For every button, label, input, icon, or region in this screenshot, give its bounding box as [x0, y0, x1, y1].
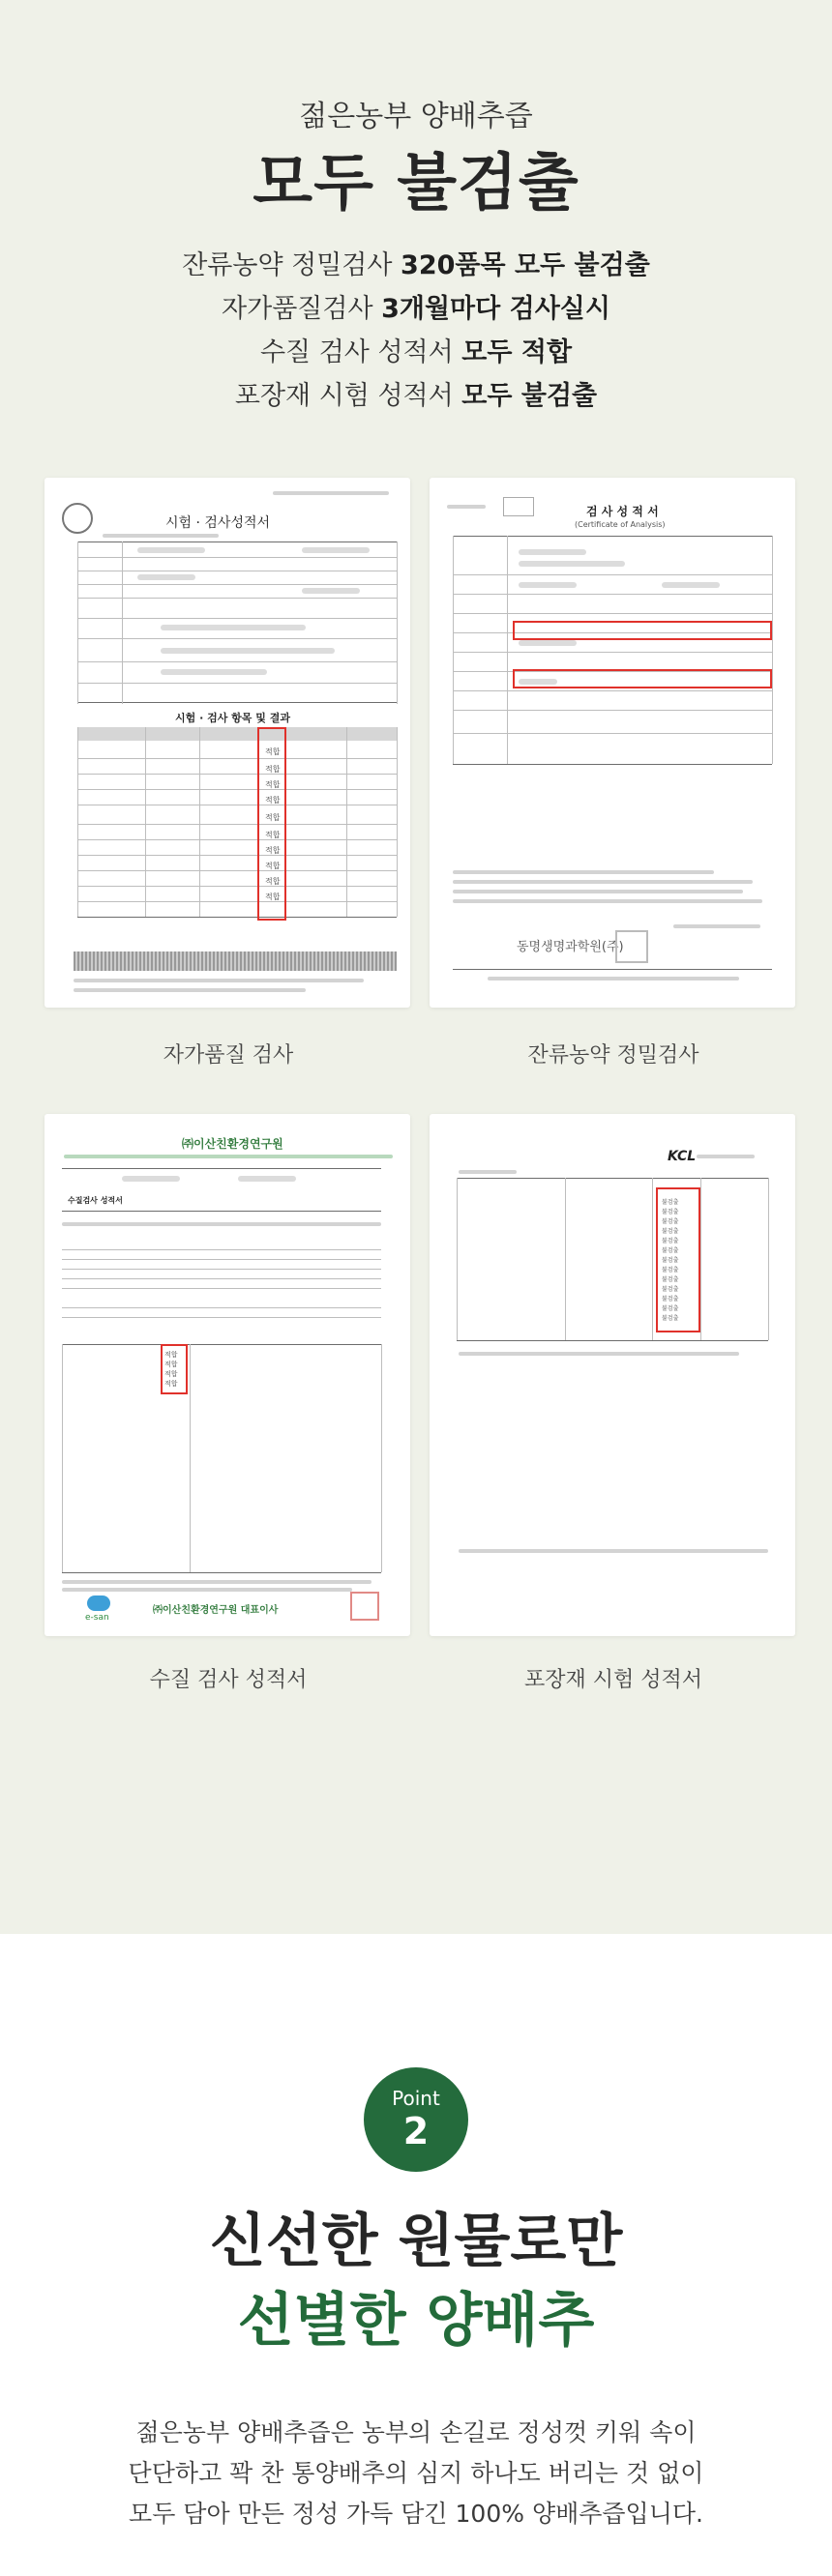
- product-subtitle: 젊은농부 양배추즙: [299, 100, 533, 133]
- doc3-org: ㈜이산친환경연구원: [182, 1137, 283, 1151]
- summary-line-3: 수질 검사 성적서 모두 적합: [259, 337, 573, 367]
- esan-logo-icon: [87, 1595, 110, 1611]
- kcl-logo: KCL: [668, 1149, 697, 1164]
- pesticide-certificate-image: [430, 478, 795, 1008]
- point-badge: [364, 2067, 468, 2172]
- esan-logo-text: e-san: [85, 1613, 109, 1623]
- barcode-strip: [74, 951, 397, 971]
- caption-pesticide: 잔류농약 정밀검사: [527, 1043, 699, 1068]
- lab-logo: [503, 497, 534, 516]
- caption-packaging: 포장재 시험 성적서: [523, 1668, 702, 1692]
- seal-icon: [62, 503, 93, 534]
- point-title-line-1: 신선한 원물로만: [209, 2208, 623, 2275]
- doc1-title: 시험 · 검사성적서: [165, 515, 271, 531]
- point-number: 2: [402, 2110, 430, 2152]
- packaging-result-highlight: [656, 1187, 700, 1332]
- point-label: Point: [392, 2087, 440, 2110]
- doc2-title-en: (Certificate of Analysis): [575, 520, 666, 529]
- caption-water-quality: 수질 검사 성적서: [149, 1668, 308, 1692]
- summary-line-2: 자가품질검사 3개월마다 검사실시: [222, 294, 610, 324]
- point-body-line-1: 젊은농부 양배추즙은 농부의 손길로 정성껏 키워 속이: [135, 2418, 697, 2446]
- point-body-line-2: 단단하고 꽉 찬 통양배추의 심지 하나도 버리는 것 없이: [128, 2459, 704, 2487]
- doc1-section-title: 시험 · 검사 항목 및 결과: [175, 712, 290, 724]
- headline: 모두 불검출: [253, 148, 579, 220]
- pesticide-highlight-2: [513, 669, 772, 688]
- summary-line-1: 잔류농약 정밀검사 320품목 모두 불검출: [182, 250, 650, 280]
- packaging-certificate-image: KCL 불검출 불검출 불검출 불검출 불검출 불검출 불검출 불검출 불검출 불검출 불검출 불검출 불검출: [430, 1114, 795, 1636]
- summary-line-4: 포장재 시험 성적서 모두 불검출: [234, 381, 598, 411]
- doc2-issuer: 동명생명과학원(주): [517, 940, 624, 954]
- pesticide-highlight-1: [513, 621, 772, 640]
- doc3-issuer: ㈜이산친환경연구원 대표이사: [153, 1605, 279, 1616]
- doc3-name: 수질검사 성적서: [68, 1196, 123, 1205]
- result-highlight: [257, 727, 286, 921]
- water-result-highlight: [161, 1344, 188, 1394]
- point-title-line-2: 선별한 양배추: [237, 2287, 595, 2355]
- self-quality-certificate-image: 시험 · 검사성적서 시험 · 검사 항목 및 결과 적합 적합 적합 적합 적합 적합 적합 적합 적합 적합: [45, 478, 410, 1008]
- point-body-line-3: 모두 담아 만든 정성 가득 담긴 100% 양배추즙입니다.: [129, 2500, 703, 2528]
- caption-self-quality: 자가품질 검사: [163, 1043, 294, 1068]
- water-quality-certificate-image: ㈜이산친환경연구원 수질검사 성적서 적합 적합 적합 적합 e-san ㈜이산친환경연구원 대표이사: [45, 1114, 410, 1636]
- issuer-stamp: [615, 930, 648, 963]
- red-stamp: [350, 1592, 379, 1621]
- doc2-title: 검 사 성 적 서: [586, 505, 659, 518]
